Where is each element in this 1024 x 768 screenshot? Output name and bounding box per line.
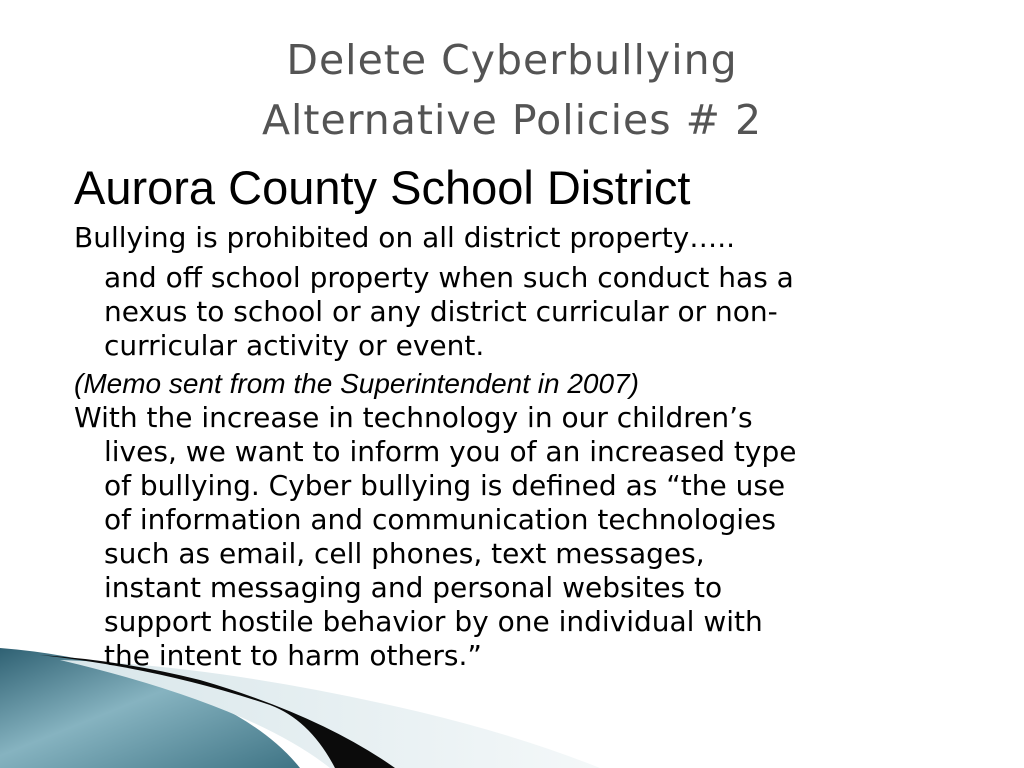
text-line: and off school property when such conduct has a xyxy=(104,261,794,294)
title-line-1: Delete Cyberbullying xyxy=(286,36,738,84)
district-heading: Aurora County School District xyxy=(74,161,691,214)
text-line: such as email, cell phones, text messages, xyxy=(104,537,705,570)
text-line: instant messaging and personal websites to xyxy=(104,571,723,604)
text-line: curricular activity or event. xyxy=(104,329,485,362)
memo-note: (Memo sent from the Superintendent in 2007) xyxy=(74,368,639,399)
text-line: of bullying. Cyber bullying is defined as “the use xyxy=(104,469,786,502)
text-line: lives, we want to inform you of an increased type xyxy=(104,435,797,468)
bullying-prohibited-paragraph: Bullying is prohibited on all district property….. xyxy=(74,221,736,254)
slide-title xyxy=(0,30,1024,150)
title-line-2: Alternative Policies # 2 xyxy=(261,96,763,144)
off-school-property-paragraph xyxy=(74,261,974,363)
cyber-bullying-definition-paragraph xyxy=(74,401,974,673)
text-line: the intent to harm others.” xyxy=(104,639,482,672)
slide-body xyxy=(74,157,974,673)
text-line: With the increase in technology in our children’s xyxy=(74,401,753,434)
text-line: nexus to school or any district curricular or non- xyxy=(104,295,778,328)
text-line: support hostile behavior by one individual with xyxy=(104,605,763,638)
text-line: of information and communication technologies xyxy=(104,503,776,536)
